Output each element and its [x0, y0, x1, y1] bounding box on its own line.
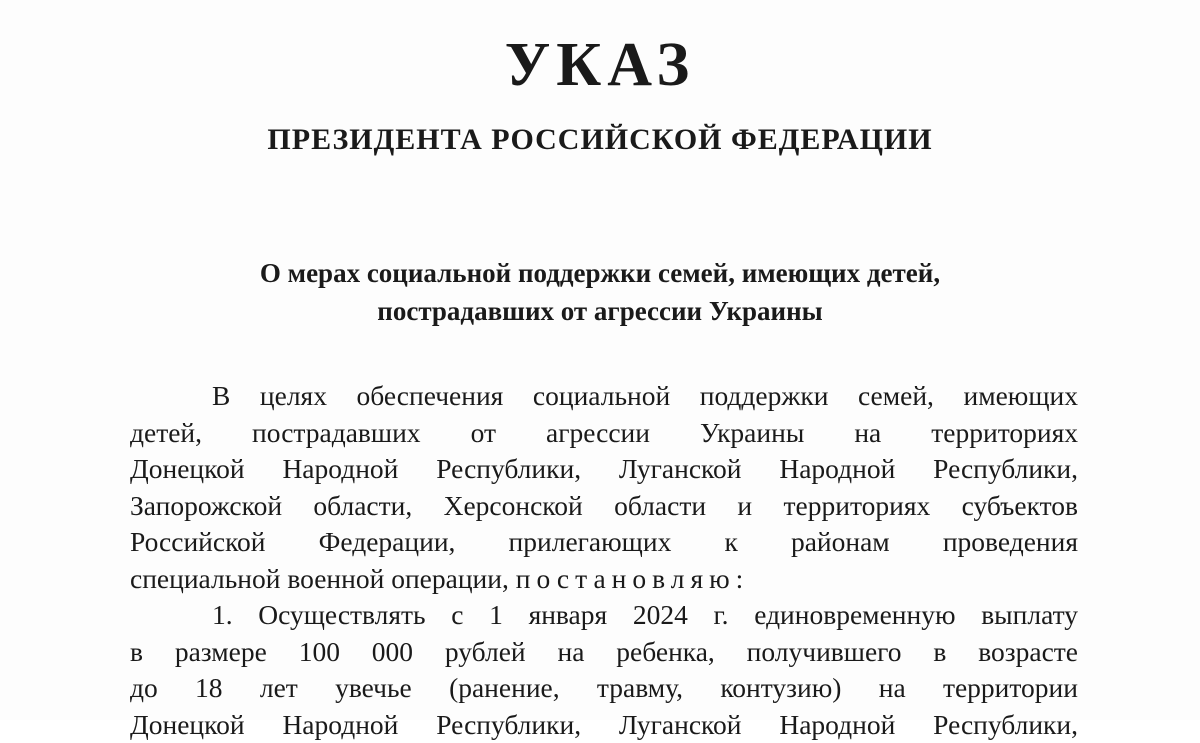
resolution-word: постановляю:	[516, 563, 750, 594]
decree-heading	[0, 254, 1200, 330]
item-1-line: в размере 100 000 рублей на ребенка, получившего в возрасте	[130, 634, 1078, 671]
decree-subtitle: ПРЕЗИДЕНТА РОССИЙСКОЙ ФЕДЕРАЦИИ	[0, 120, 1200, 160]
body-line: Российской Федерации, прилегающих к районам проведения	[130, 524, 1078, 561]
item-1-line: до 18 лет увечье (ранение, травму, контузию) на территории	[130, 670, 1078, 707]
item-1-line: 1. Осуществлять с 1 января 2024 г. единовременную выплату	[130, 597, 1078, 634]
decree-body	[130, 378, 1078, 743]
heading-line: О мерах социальной поддержки семей, имеющих детей,	[0, 254, 1200, 292]
decree-title: УКАЗ	[0, 30, 1200, 100]
body-line-final	[130, 561, 1078, 598]
body-line: детей, пострадавших от агрессии Украины на территориях	[130, 415, 1078, 452]
heading-line: пострадавших от агрессии Украины	[0, 292, 1200, 330]
body-line-prefix: специальной военной операции,	[130, 563, 516, 594]
body-line: Донецкой Народной Республики, Луганской Народной Республики,	[130, 451, 1078, 488]
body-line: В целях обеспечения социальной поддержки семей, имеющих	[130, 378, 1078, 415]
item-1-line: Донецкой Народной Республики, Луганской Народной Республики,	[130, 707, 1078, 743]
body-line: Запорожской области, Херсонской области и территориях субъектов	[130, 488, 1078, 525]
